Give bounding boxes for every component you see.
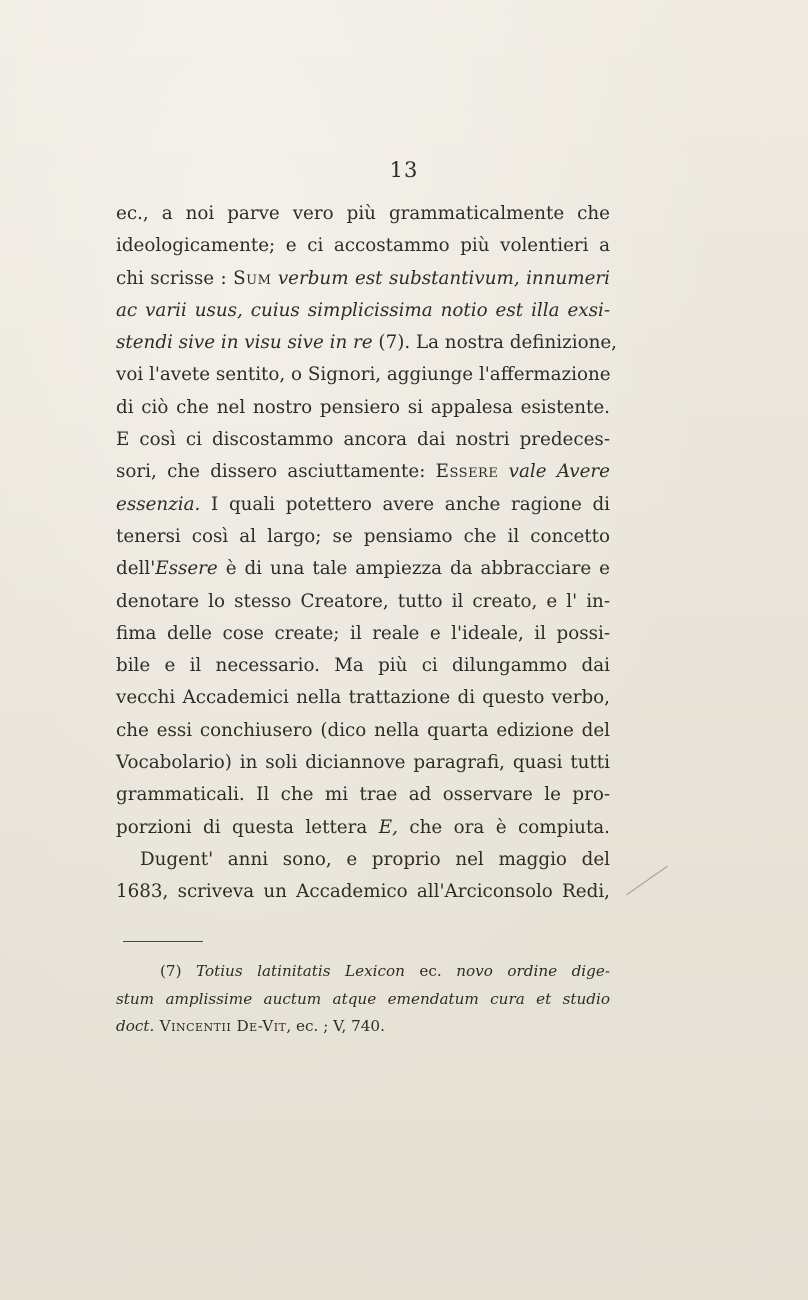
text-line: ac varii usus, cuius simplicissima notio est illa exsi- <box>116 299 610 321</box>
paper-crease-mark <box>626 866 668 895</box>
text-line: essenzia. I quali potettero avere anche ragione di <box>116 493 610 515</box>
text-line: ideologicamente; e ci accostammo più volentieri a <box>116 235 610 257</box>
footnote-line: stum amplissime auctum atque emendatum cura et studio <box>116 989 610 1008</box>
text-line: bile e il necessario. Ma più ci dilungammo dai <box>116 655 610 677</box>
text-line: sori, che dissero asciuttamente: Essere vale Avere <box>116 461 610 483</box>
text-line: vecchi Accademici nella trattazione di questo verbo, <box>116 687 610 709</box>
text-line: tenersi così al largo; se pensiamo che il concetto <box>116 525 610 547</box>
text-line: porzioni di questa lettera E, che ora è compiuta. <box>116 816 610 838</box>
text-line: Vocabolario) in soli diciannove paragrafi, quasi tutti <box>116 752 610 774</box>
text-line: E così ci discostammo ancora dai nostri predeces- <box>116 429 610 451</box>
footnote-line: (7) Totius latinitatis Lexicon ec. novo ordine dige- <box>160 962 610 980</box>
text-line: ec., a noi parve vero più grammaticalmente che <box>116 203 610 224</box>
text-line: chi scrisse : Sum verbum est substantivum, innumeri <box>116 267 610 289</box>
text-line: Dugent' anni sono, e proprio nel maggio del <box>140 848 610 870</box>
text-line: di ciò che nel nostro pensiero si appalesa esistente. <box>116 396 610 418</box>
footnote-line: doct. Vincentii De-Vit, ec. ; V, 740. <box>116 1017 385 1035</box>
text-line: fima delle cose create; il reale e l'ideale, il possi- <box>116 622 610 644</box>
text-line: grammaticali. Il che mi trae ad osservare le pro- <box>116 784 610 806</box>
text-line: stendi sive in visu sive in re (7). La nostra definizione, <box>116 332 617 354</box>
text-line: 1683, scriveva un Accademico all'Arciconsolo Redi, <box>116 881 610 903</box>
text-line: voi l'avete sentito, o Signori, aggiunge l'affermazione <box>116 364 611 386</box>
page-number: 13 <box>389 158 419 182</box>
footnote <box>116 958 610 1041</box>
main-text <box>116 198 617 909</box>
text-line: dell'Essere è di una tale ampiezza da abbracciare e <box>116 558 610 580</box>
text-line: denotare lo stesso Creatore, tutto il creato, e l' in- <box>116 590 610 612</box>
text-line: che essi conchiusero (dico nella quarta edizione del <box>116 719 610 741</box>
footnote-rule <box>123 941 203 942</box>
